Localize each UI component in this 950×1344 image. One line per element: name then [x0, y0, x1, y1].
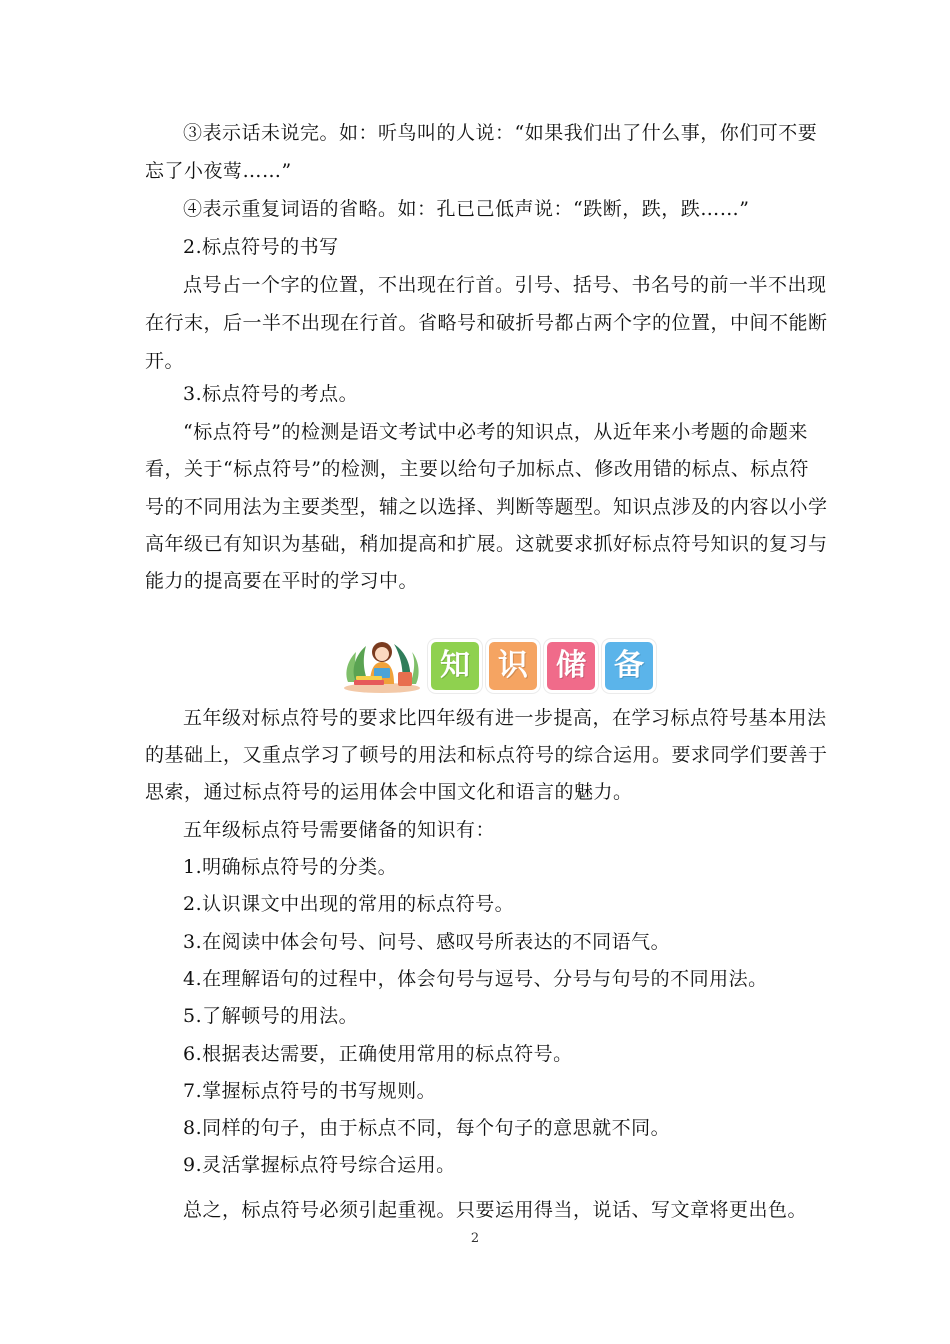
list-item: 7.掌握标点符号的书写规则。 — [183, 1080, 437, 1102]
banner-char-tile: 知 — [428, 639, 482, 693]
banner-char-tile: 备 — [602, 639, 656, 693]
page-number: 2 — [470, 1231, 480, 1246]
text-line: 能力的提高要在平时的学习中。 — [145, 570, 419, 592]
text-line: “标点符号”的检测是语文考试中必考的知识点，从近年来小考题的命题来 — [183, 421, 808, 443]
list-item: 1.明确标点符号的分类。 — [183, 856, 398, 878]
text-line: 的基础上，又重点学习了顿号的用法和标点符号的综合运用。要求同学们要善于 — [145, 744, 828, 766]
list-item: 8.同样的句子，由于标点不同，每个句子的意思就不同。 — [183, 1117, 671, 1139]
text-line: 五年级对标点符号的要求比四年级有进一步提高，在学习标点符号基本用法 — [183, 707, 827, 729]
section-banner — [340, 632, 660, 694]
text-line: ③表示话未说完。如：听鸟叫的人说：“如果我们出了什么事，你们可不要 — [183, 122, 818, 144]
list-item: 6.根据表达需要，正确使用常用的标点符号。 — [183, 1043, 573, 1065]
text-line: 开。 — [145, 350, 185, 372]
text-line: 总之，标点符号必须引起重视。只要运用得当，说话、写文章将更出色。 — [183, 1199, 808, 1221]
list-item: 5.了解顿号的用法。 — [183, 1005, 359, 1027]
text-line: 思索，通过标点符号的运用体会中国文化和语言的魅力。 — [145, 781, 633, 803]
list-item: 4.在理解语句的过程中，体会句号与逗号、分号与句号的不同用法。 — [183, 968, 768, 990]
reading-girl-illustration — [340, 632, 420, 694]
text-line: 高年级已有知识为基础，稍加提高和扩展。这就要求抓好标点符号知识的复习与 — [145, 533, 828, 555]
list-item: 9.灵活掌握标点符号综合运用。 — [183, 1154, 456, 1176]
text-line: ④表示重复词语的省略。如：孔已己低声说：“跌断，跌，跌……” — [183, 198, 750, 220]
text-line: 五年级标点符号需要储备的知识有： — [183, 819, 496, 841]
banner-char-tile: 识 — [486, 639, 540, 693]
section-heading: 2.标点符号的书写 — [183, 236, 339, 258]
text-line: 看，关于“标点符号”的检测，主要以给句子加标点、修改用错的标点、标点符 — [145, 458, 809, 480]
text-line: 忘了小夜莺……” — [145, 160, 292, 182]
text-line: 点号占一个字的位置，不出现在行首。引号、括号、书名号的前一半不出现 — [183, 274, 827, 296]
list-item: 2.认识课文中出现的常用的标点符号。 — [183, 893, 515, 915]
text-line: 号的不同用法为主要类型，辅之以选择、判断等题型。知识点涉及的内容以小学 — [145, 496, 828, 518]
section-heading: 3.标点符号的考点。 — [183, 383, 359, 405]
list-item: 3.在阅读中体会句号、问号、感叹号所表达的不同语气。 — [183, 931, 671, 953]
text-line: 在行末，后一半不出现在行首。省略号和破折号都占两个字的位置，中间不能断 — [145, 312, 828, 334]
banner-char-tile: 储 — [544, 639, 598, 693]
